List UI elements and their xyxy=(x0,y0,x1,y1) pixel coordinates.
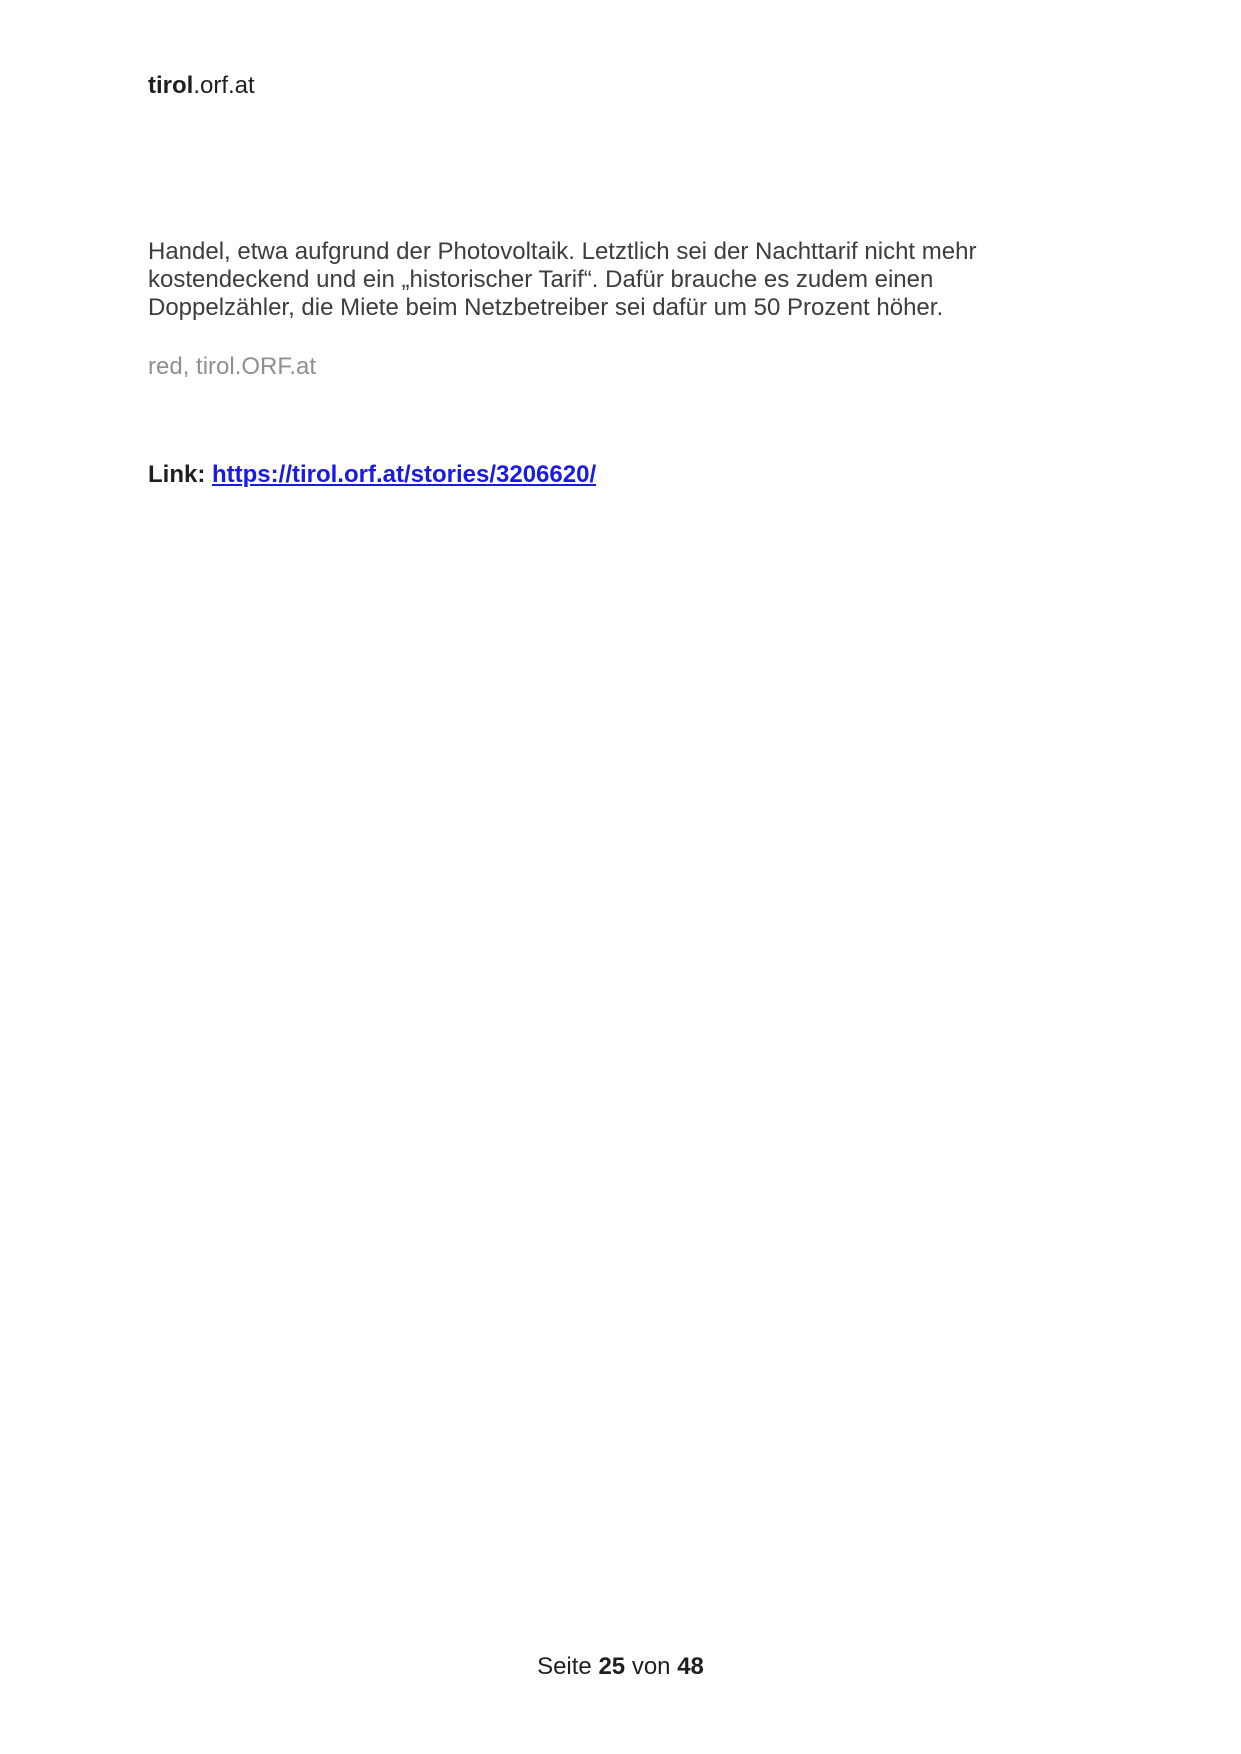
paragraph-line-3: Doppelzähler, die Miete beim Netzbetreiber sei dafür um 50 Prozent höher. xyxy=(148,294,944,321)
article-byline: red, tirol.ORF.at xyxy=(148,353,317,380)
site-header xyxy=(148,72,255,100)
page-footer xyxy=(0,1653,1241,1681)
footer-separator: von xyxy=(631,1653,671,1680)
footer-total-pages: 48 xyxy=(677,1653,704,1680)
link-label: Link: xyxy=(148,461,206,488)
paragraph-line-2: kostendeckend und ein „historischer Tarif“. Dafür brauche es zudem einen xyxy=(148,266,934,293)
site-brand-bold: tirol xyxy=(148,72,194,99)
site-brand-rest: .orf.at xyxy=(193,72,255,99)
footer-current-page: 25 xyxy=(598,1653,626,1680)
article-link-row xyxy=(148,461,596,489)
footer-prefix: Seite xyxy=(537,1653,592,1680)
paragraph-line-1: Handel, etwa aufgrund der Photovoltaik. Letztlich sei der Nachttarif nicht mehr xyxy=(148,238,977,265)
article-link[interactable]: https://tirol.orf.at/stories/3206620/ xyxy=(212,461,597,488)
article-paragraph xyxy=(148,238,976,322)
